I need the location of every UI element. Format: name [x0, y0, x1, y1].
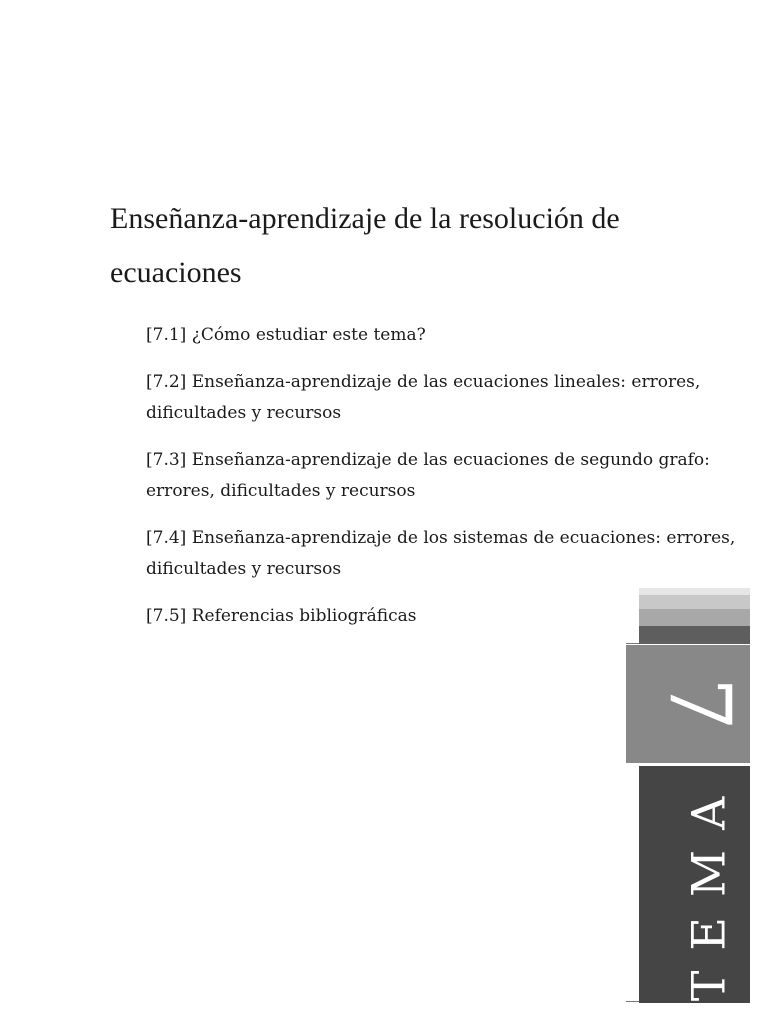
chapter-number-box — [626, 645, 750, 763]
tab-band-mid — [639, 609, 750, 626]
tab-band-lightest — [639, 588, 750, 595]
chapter-title: Enseñanza-aprendizaje de la resolución de ecuaciones — [110, 202, 620, 289]
chapter-number: 7 — [650, 677, 749, 731]
toc-item-7-3: [7.3] Enseñanza-aprendizaje de las ecuaciones de segundo grafo: errores, dificultades y recursos — [146, 450, 710, 501]
toc-item-7-1: [7.1] ¿Cómo estudiar este tema? — [146, 325, 426, 345]
tab-band-light — [639, 595, 750, 609]
toc-item-7-5: [7.5] Referencias bibliográficas — [146, 606, 417, 626]
toc-item-7-4: [7.4] Enseñanza-aprendizaje de los sistemas de ecuaciones: errores, dificultades y recursos — [146, 528, 736, 579]
toc-item-7-2: [7.2] Enseñanza-aprendizaje de las ecuaciones lineales: errores, dificultades y recursos — [146, 372, 701, 423]
chapter-label-box — [639, 766, 750, 1003]
chapter-side-tab — [626, 588, 750, 1003]
tab-band-dark — [639, 626, 750, 644]
chapter-label: TEMA — [681, 776, 736, 1001]
